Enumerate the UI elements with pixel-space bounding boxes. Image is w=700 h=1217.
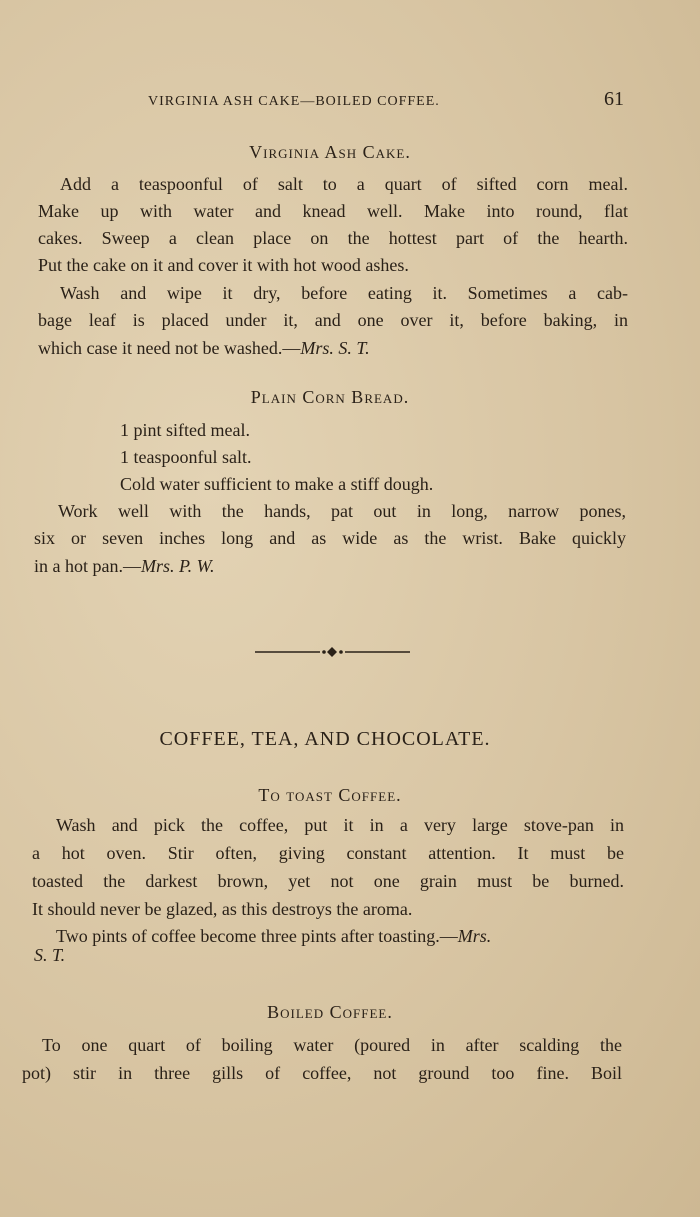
text-line: toasted the darkest brown, yet not one grain must be burned.	[32, 871, 624, 891]
attribution-continued: S. T.	[34, 945, 66, 965]
text-line: Wash and wipe it dry, before eating it. Sometimes a cab-	[60, 283, 628, 303]
text-line: Add a teaspoonful of salt to a quart of sifted corn meal.	[60, 174, 628, 194]
recipe-heading-boiled-coffee: Boiled Coffee.	[267, 1002, 393, 1022]
text-line: It should never be glazed, as this destroys the aroma.	[32, 899, 413, 919]
attribution: Mrs. S. T.	[300, 338, 370, 358]
text-line: six or seven inches long and as wide as the wrist. Bake quickly	[34, 528, 626, 548]
text-line: a hot oven. Stir often, giving constant attention. It must be	[32, 843, 624, 863]
recipe-heading-corn-bread: Plain Corn Bread.	[250, 387, 410, 407]
ingredient-line: 1 teaspoonful salt.	[120, 447, 252, 467]
recipe-heading-ash-cake: Virginia Ash Cake.	[249, 142, 411, 162]
text-line: Make up with water and knead well. Make into round, flat	[38, 201, 628, 221]
text-line: To one quart of boiling water (poured in after scalding the	[42, 1035, 622, 1055]
text-line: Work well with the hands, pat out in long, narrow pones,	[58, 501, 626, 521]
recipe-heading-toast-coffee: To toast Coffee.	[258, 785, 402, 805]
ingredient-line: Cold water sufficient to make a stiff dough.	[120, 474, 434, 494]
attribution: Mrs. P. W.	[140, 556, 215, 576]
text-line-attributed	[38, 338, 370, 359]
text-line: bage leaf is placed under it, and one over it, before baking, in	[38, 310, 628, 330]
ingredient-line: 1 pint sifted meal.	[120, 420, 250, 440]
ornament-divider	[255, 645, 410, 659]
text-line-attributed	[56, 926, 491, 947]
page-number: 61	[604, 88, 624, 110]
text-fragment: in a hot pan.—	[34, 556, 141, 576]
text-line: cakes. Sweep a clean place on the hottest part of the hearth.	[38, 228, 628, 248]
text-fragment: which case it need not be washed.—	[38, 338, 301, 358]
attribution: Mrs.	[457, 926, 492, 946]
text-line: Put the cake on it and cover it with hot wood ashes.	[38, 255, 409, 275]
section-title: COFFEE, TEA, AND CHOCOLATE.	[159, 728, 491, 750]
text-line: Wash and pick the coffee, put it in a very large stove-pan in	[56, 815, 624, 835]
text-line-attributed	[34, 556, 215, 577]
text-fragment: Two pints of coffee become three pints after toasting.—	[56, 926, 458, 946]
text-line: pot) stir in three gills of coffee, not ground too fine. Boil	[22, 1063, 622, 1083]
running-title: VIRGINIA ASH CAKE—BOILED COFFEE.	[148, 94, 440, 109]
